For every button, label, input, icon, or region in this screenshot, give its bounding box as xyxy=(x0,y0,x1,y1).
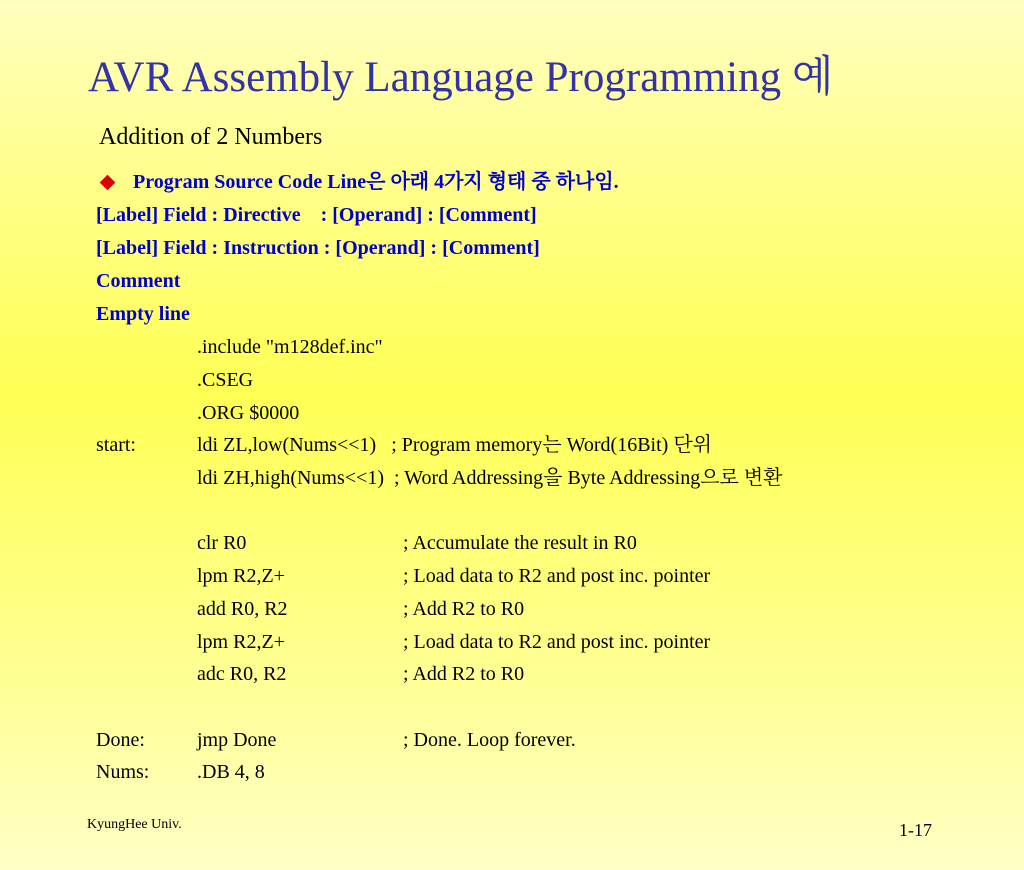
code-line xyxy=(0,528,1024,558)
code-line xyxy=(0,725,1024,755)
code-instruction: lpm R2,Z+ xyxy=(197,631,285,653)
code-line xyxy=(0,496,1024,526)
code-line xyxy=(0,627,1024,657)
footer-university: KyungHee Univ. xyxy=(87,817,182,832)
code-label: Nums: xyxy=(96,761,150,783)
code-label: Done: xyxy=(96,729,145,751)
code-line xyxy=(0,757,1024,787)
code-comment: ; Load data to R2 and post inc. pointer xyxy=(403,631,711,653)
code-comment: ; Add R2 to R0 xyxy=(403,663,525,685)
syntax-line: [Label] Field : Directive : [Operand] : [Comment] xyxy=(96,204,537,226)
code-label: start: xyxy=(96,434,136,456)
code-instruction: ldi ZL,low(Nums<<1) ; Program memory는 Word(16Bit) 단위 xyxy=(197,434,712,456)
code-line xyxy=(0,561,1024,591)
code-instruction: .ORG $0000 xyxy=(197,402,300,424)
code-instruction: .DB 4, 8 xyxy=(197,761,265,783)
code-line xyxy=(0,463,1024,493)
syntax-line: Empty line xyxy=(96,303,190,325)
bullet-text: Program Source Code Line은 아래 4가지 형태 중 하나임. xyxy=(133,171,619,193)
code-comment: ; Accumulate the result in R0 xyxy=(403,532,637,554)
syntax-line: [Label] Field : Instruction : [Operand] : [Comment] xyxy=(96,237,540,259)
code-instruction: .include "m128def.inc" xyxy=(197,336,383,358)
code-instruction: lpm R2,Z+ xyxy=(197,565,285,587)
code-line xyxy=(0,398,1024,428)
code-line xyxy=(0,659,1024,689)
code-instruction: adc R0, R2 xyxy=(197,663,287,685)
code-instruction: add R0, R2 xyxy=(197,598,288,620)
code-line xyxy=(0,365,1024,395)
code-comment: ; Add R2 to R0 xyxy=(403,598,525,620)
code-instruction: .CSEG xyxy=(197,369,254,391)
diamond-bullet-icon xyxy=(100,175,116,191)
page-number: 1-17 xyxy=(899,820,932,840)
slide-title: AVR Assembly Language Programming 예 xyxy=(88,54,834,101)
code-instruction: clr R0 xyxy=(197,532,247,554)
code-instruction: ldi ZH,high(Nums<<1) ; Word Addressing을 Byte Addressing으로 변환 xyxy=(197,467,783,489)
code-instruction: jmp Done xyxy=(197,729,277,751)
code-comment: ; Load data to R2 and post inc. pointer xyxy=(403,565,711,587)
code-line xyxy=(0,332,1024,362)
code-line xyxy=(0,594,1024,624)
code-comment: ; Done. Loop forever. xyxy=(403,729,576,751)
slide-subtitle: Addition of 2 Numbers xyxy=(99,124,323,150)
syntax-line: Comment xyxy=(96,270,181,292)
code-line xyxy=(0,692,1024,722)
bullet-point xyxy=(96,167,619,197)
code-line xyxy=(0,430,1024,460)
